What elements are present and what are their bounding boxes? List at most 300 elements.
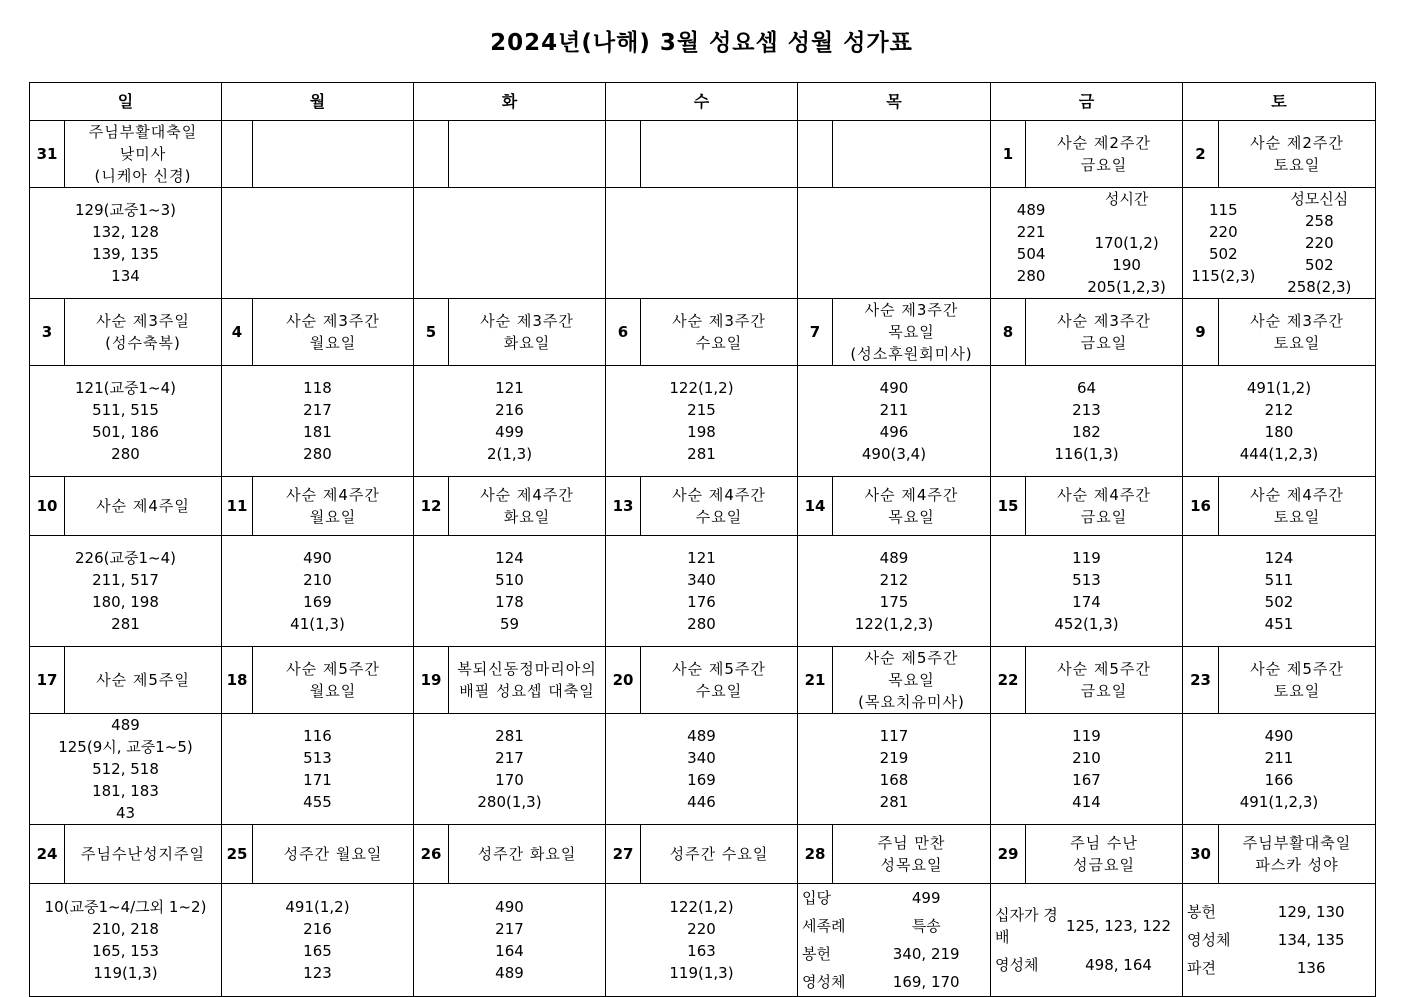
day-music	[991, 188, 1183, 299]
day-label-line: 사순 제3주간	[864, 301, 959, 319]
hymn-number: 129, 130	[1277, 903, 1345, 921]
hymn-number: 340	[687, 571, 716, 589]
day-music	[30, 366, 222, 477]
hymn-number: 513	[1072, 571, 1101, 589]
day-label	[449, 299, 606, 366]
hymn-number: 205(1,2,3)	[1087, 278, 1166, 296]
day-number: 19	[414, 647, 449, 714]
day-music	[991, 884, 1183, 997]
hymn-number: 210, 218	[92, 920, 159, 938]
weekday-header: 토	[1183, 83, 1376, 121]
day-label-line: 사순 제4주간	[1250, 486, 1344, 504]
day-label	[1219, 825, 1376, 884]
day-label	[65, 121, 222, 188]
hymn-number: 121	[495, 379, 524, 397]
day-music	[1183, 536, 1376, 647]
hymn-number: 221	[1016, 223, 1046, 241]
day-label	[449, 647, 606, 714]
day-label	[1219, 121, 1376, 188]
hymn-number: 117	[879, 727, 909, 745]
hymn-number: 489	[687, 727, 716, 745]
rite-label: 영성체	[1187, 931, 1231, 949]
day-label-line: 사순 제4주일	[96, 497, 190, 515]
day-label	[641, 477, 798, 536]
hymn-number: 190	[1112, 256, 1141, 274]
day-label-line: 사순 제5주간	[864, 649, 959, 667]
week-info-row	[30, 825, 1376, 884]
day-number	[222, 121, 253, 188]
week-info-row	[30, 121, 1376, 188]
day-music	[798, 188, 991, 299]
day-number: 20	[606, 647, 641, 714]
day-label-line: (목요치유미사)	[858, 693, 965, 711]
day-label-line: 사순 제2주간	[1250, 134, 1344, 152]
day-number: 13	[606, 477, 641, 536]
day-label-line: 사순 제4주간	[672, 486, 766, 504]
hymn-number: 491(1,2,3)	[1239, 793, 1319, 811]
hymn-number: 125, 123, 122	[1066, 917, 1171, 935]
day-number: 21	[798, 647, 833, 714]
day-label-line: 토요일	[1273, 682, 1321, 700]
day-label-line: (성수축복)	[105, 334, 181, 352]
day-label	[1219, 299, 1376, 366]
calendar-table	[29, 82, 1376, 997]
day-label	[1026, 121, 1183, 188]
week-music-row	[30, 366, 1376, 477]
day-number: 27	[606, 825, 641, 884]
hymn-number: 2(1,3)	[486, 445, 533, 463]
hymn-number: 169, 170	[892, 973, 960, 991]
hymn-number: 512, 518	[92, 760, 159, 778]
hymn-number: 499	[495, 423, 524, 441]
hymn-number: 181, 183	[92, 782, 159, 800]
day-music	[30, 714, 222, 825]
day-music	[1183, 714, 1376, 825]
hymn-number: 217	[495, 749, 524, 767]
rite-label: 봉헌	[1187, 903, 1216, 921]
hymn-number: 176	[687, 593, 716, 611]
day-number: 7	[798, 299, 833, 366]
day-label	[65, 647, 222, 714]
hymn-number: 496	[879, 423, 909, 441]
day-label-line: 주님부활대축일	[1242, 834, 1352, 852]
day-music	[606, 536, 798, 647]
music-split	[1183, 188, 1375, 298]
day-label-line: 사순 제4주간	[480, 486, 574, 504]
weekday-header: 금	[991, 83, 1183, 121]
day-music	[414, 714, 606, 825]
hymn-number: 455	[303, 793, 332, 811]
day-label-line: (니케아 신경)	[94, 167, 192, 185]
day-music	[222, 536, 414, 647]
day-number: 14	[798, 477, 833, 536]
hymn-number: 139, 135	[92, 245, 159, 263]
hymn-number: 210	[1072, 749, 1101, 767]
day-number: 15	[991, 477, 1026, 536]
hymn-number: 170	[495, 771, 524, 789]
hymn-number: 490	[879, 379, 909, 397]
day-label-line: 주님부활대축일	[88, 123, 198, 141]
day-number: 1	[991, 121, 1026, 188]
hymn-number: 511, 515	[92, 401, 159, 419]
day-number: 17	[30, 647, 65, 714]
day-label	[1026, 299, 1183, 366]
hymn-number: 134	[111, 267, 140, 285]
day-label	[833, 647, 991, 714]
day-label-line: 사순 제5주일	[96, 671, 190, 689]
day-label-line: 사순 제4주간	[1057, 486, 1151, 504]
hymn-number: 178	[495, 593, 524, 611]
day-number: 22	[991, 647, 1026, 714]
hymn-number: 124	[1264, 549, 1294, 567]
day-label	[253, 299, 414, 366]
weekday-header: 화	[414, 83, 606, 121]
week-music-row	[30, 536, 1376, 647]
hymn-number: 498, 164	[1085, 956, 1152, 974]
hymn-number: 504	[1016, 245, 1046, 263]
day-number: 5	[414, 299, 449, 366]
day-label-line: 주님 수난	[1070, 834, 1138, 852]
day-number: 30	[1183, 825, 1219, 884]
day-label-line: 낮미사	[119, 145, 167, 163]
day-label	[65, 299, 222, 366]
week-info-row	[30, 299, 1376, 366]
day-label	[449, 477, 606, 536]
day-label-line: 사순 제3주일	[96, 312, 190, 330]
hymn-number: 171	[303, 771, 332, 789]
day-label-line: 사순 제5주간	[286, 660, 380, 678]
hymn-number: 164	[495, 942, 524, 960]
day-label-line: 수요일	[695, 334, 743, 352]
day-label	[65, 825, 222, 884]
day-label-line: 목요일	[888, 671, 935, 689]
day-music	[798, 366, 991, 477]
day-label	[833, 121, 991, 188]
day-label-line: 사순 제3주간	[1250, 312, 1344, 330]
hymn-number: 169	[303, 593, 332, 611]
day-label-line: 토요일	[1273, 334, 1321, 352]
day-label-line: 수요일	[695, 508, 743, 526]
day-label-line: 주님수난성지주일	[81, 845, 205, 863]
day-label-line: 파스카 성야	[1255, 856, 1339, 874]
hymn-number: 499	[911, 889, 941, 907]
day-label	[449, 121, 606, 188]
day-label-line: 사순 제4주간	[864, 486, 959, 504]
hymn-number: 510	[495, 571, 524, 589]
music-mass-list	[991, 199, 1071, 287]
music-split	[991, 188, 1182, 298]
music-devotion-list	[1071, 188, 1182, 298]
weekday-header: 일	[30, 83, 222, 121]
hymn-number: 489	[1016, 201, 1046, 219]
day-music	[222, 366, 414, 477]
day-label-line: 성주간 월요일	[283, 845, 383, 863]
week-info-row	[30, 477, 1376, 536]
music-devotion-list	[1264, 188, 1375, 298]
day-music	[30, 884, 222, 997]
rite-label: 영성체	[802, 973, 846, 991]
day-music	[1183, 188, 1376, 299]
hymn-number: 501, 186	[92, 423, 159, 441]
day-music	[606, 366, 798, 477]
hymn-number: 167	[1072, 771, 1101, 789]
hymn-number: 175	[879, 593, 909, 611]
hymn-number: 122(1,2)	[669, 898, 734, 916]
day-label-line: 토요일	[1273, 508, 1321, 526]
hymn-number: 212	[1264, 401, 1294, 419]
hymn-number: 174	[1072, 593, 1101, 611]
day-music	[414, 188, 606, 299]
hymn-number: 136	[1296, 959, 1326, 977]
day-music	[991, 366, 1183, 477]
hymn-number: 451	[1264, 615, 1294, 633]
hymn-number: 115	[1208, 201, 1238, 219]
day-label-line: 금요일	[1080, 334, 1128, 352]
day-music	[222, 714, 414, 825]
day-label-line: 사순 제4주간	[286, 486, 380, 504]
day-number: 31	[30, 121, 65, 188]
hymn-number: 220	[1304, 234, 1334, 252]
day-label	[1219, 647, 1376, 714]
day-number: 3	[30, 299, 65, 366]
day-music	[798, 714, 991, 825]
weekday-header: 월	[222, 83, 414, 121]
hymn-number: 215	[687, 401, 716, 419]
hymn-number: 258(2,3)	[1287, 278, 1352, 296]
hymn-number: 특송	[911, 917, 941, 935]
weekday-header: 수	[606, 83, 798, 121]
hymn-number: 220	[687, 920, 716, 938]
hymn-number: 119(1,3)	[669, 964, 734, 982]
music-pairs	[991, 901, 1182, 979]
hymn-number: 212	[879, 571, 909, 589]
day-label-line: 금요일	[1080, 682, 1128, 700]
hymn-number: 119(1,3)	[93, 964, 158, 982]
hymn-number: 166	[1264, 771, 1294, 789]
day-label	[833, 477, 991, 536]
hymn-number: 163	[687, 942, 716, 960]
hymn-number: 211	[1264, 749, 1294, 767]
hymn-number: 성시간	[1104, 190, 1149, 208]
day-number: 6	[606, 299, 641, 366]
day-label-line: 수요일	[695, 682, 743, 700]
rite-label: 영성체	[995, 956, 1039, 974]
weekday-header-row	[30, 83, 1376, 121]
day-number: 26	[414, 825, 449, 884]
calendar-body	[30, 83, 1376, 997]
day-label	[641, 825, 798, 884]
day-number: 2	[1183, 121, 1219, 188]
day-label-line: 월요일	[309, 334, 357, 352]
day-music	[606, 714, 798, 825]
hymn-number: 124	[495, 549, 524, 567]
day-label-line: 목요일	[888, 508, 935, 526]
hymn-number: 119	[1072, 727, 1101, 745]
day-music	[798, 884, 991, 997]
day-label	[253, 477, 414, 536]
day-music	[606, 884, 798, 997]
day-number	[414, 121, 449, 188]
week-music-row	[30, 188, 1376, 299]
music-mass-list	[1183, 199, 1264, 287]
hymn-number: 10(교중1~4/그외 1~2)	[44, 898, 207, 916]
hymn-number: 490	[1264, 727, 1294, 745]
day-number: 18	[222, 647, 253, 714]
day-label	[253, 121, 414, 188]
day-music	[991, 536, 1183, 647]
day-label-line: 금요일	[1080, 156, 1128, 174]
week-music-row	[30, 884, 1376, 997]
hymn-number: 226(교중1~4)	[75, 549, 176, 567]
rite-label: 입당	[802, 889, 831, 907]
day-number: 23	[1183, 647, 1219, 714]
hymn-number: 64	[1076, 379, 1097, 397]
hymn-number: 198	[687, 423, 716, 441]
day-label-line: 사순 제2주간	[1057, 134, 1151, 152]
day-number: 4	[222, 299, 253, 366]
day-label	[1026, 647, 1183, 714]
hymn-number: 210	[303, 571, 332, 589]
hymn-number: 125(9시, 교중1~5)	[58, 738, 193, 756]
day-number: 25	[222, 825, 253, 884]
hymn-number: 182	[1072, 423, 1101, 441]
day-label-line: 성목요일	[880, 856, 943, 874]
weekday-header: 목	[798, 83, 991, 121]
hymn-number: 41(1,3)	[290, 615, 345, 633]
day-label	[253, 825, 414, 884]
day-number	[798, 121, 833, 188]
day-label-line: 사순 제3주간	[286, 312, 380, 330]
hymn-number: 490(3,4)	[861, 445, 927, 463]
day-label-line: 금요일	[1080, 508, 1128, 526]
day-music	[30, 188, 222, 299]
day-label	[65, 477, 222, 536]
day-label	[253, 647, 414, 714]
day-label-line: 사순 제3주간	[672, 312, 766, 330]
day-music	[414, 884, 606, 997]
hymn-number: 491(1,2)	[1246, 379, 1312, 397]
hymn-number: 502	[1304, 256, 1334, 274]
day-label-line: 목요일	[888, 323, 935, 341]
hymn-number: 170(1,2)	[1094, 234, 1159, 252]
hymn-number: 132, 128	[92, 223, 159, 241]
week-music-row	[30, 714, 1376, 825]
day-label-line: 성금요일	[1073, 856, 1135, 874]
hymn-number: 489	[111, 716, 140, 734]
hymn-number: 220	[1208, 223, 1238, 241]
day-number: 12	[414, 477, 449, 536]
day-number	[606, 121, 641, 188]
hymn-number: 280	[303, 445, 332, 463]
hymn-number: 217	[303, 401, 332, 419]
day-label-line: 주님 만찬	[877, 834, 946, 852]
day-label-line: 월요일	[309, 682, 357, 700]
rite-label: 세족례	[802, 917, 846, 935]
day-label	[833, 825, 991, 884]
day-number: 8	[991, 299, 1026, 366]
day-music	[414, 536, 606, 647]
hymn-number: 490	[303, 549, 332, 567]
hymn-number: 446	[687, 793, 716, 811]
hymn-number: 121	[687, 549, 716, 567]
hymn-number: 116	[303, 727, 332, 745]
hymn-number: 502	[1208, 245, 1238, 263]
day-label-line: 사순 제5주간	[672, 660, 766, 678]
hymn-number: 118	[303, 379, 332, 397]
page-title: 2024년(나해) 3월 성요셉 성월 성가표	[490, 30, 913, 56]
day-number: 24	[30, 825, 65, 884]
day-label	[1026, 477, 1183, 536]
day-label	[641, 647, 798, 714]
day-music	[991, 714, 1183, 825]
hymn-number: 216	[495, 401, 524, 419]
day-number: 29	[991, 825, 1026, 884]
day-label-line: 성주간 화요일	[477, 845, 577, 863]
hymn-number: 134, 135	[1277, 931, 1345, 949]
hymn-number: 119	[1072, 549, 1101, 567]
hymn-number: 219	[879, 749, 909, 767]
hymn-number: 165, 153	[92, 942, 159, 960]
day-music	[1183, 884, 1376, 997]
hymn-number: 169	[687, 771, 716, 789]
week-info-row	[30, 647, 1376, 714]
hymn-number: 281	[111, 615, 140, 633]
hymn-number: 513	[303, 749, 332, 767]
day-number: 16	[1183, 477, 1219, 536]
hymn-number: 258	[1304, 212, 1334, 230]
hymn-number: 122(1,2,3)	[854, 615, 934, 633]
hymn-number: 216	[303, 920, 332, 938]
hymn-number: 414	[1072, 793, 1101, 811]
hymn-number: 502	[1264, 593, 1294, 611]
hymn-number: 489	[495, 964, 524, 982]
hymn-number: 43	[115, 804, 136, 822]
day-music	[798, 536, 991, 647]
hymn-number: 122(1,2)	[669, 379, 734, 397]
hymn-number: 444(1,2,3)	[1239, 445, 1319, 463]
hymn-number: 511	[1264, 571, 1294, 589]
day-music	[222, 884, 414, 997]
day-number: 11	[222, 477, 253, 536]
hymn-number: 129(교중1~3)	[75, 201, 176, 219]
hymn-number: 281	[879, 793, 909, 811]
hymn-number: 181	[303, 423, 332, 441]
hymn-number: 180	[1264, 423, 1294, 441]
hymn-number: 121(교중1~4)	[75, 379, 176, 397]
day-music	[1183, 366, 1376, 477]
day-label	[1219, 477, 1376, 536]
hymn-number: 59	[499, 615, 520, 633]
music-pairs	[1183, 898, 1375, 982]
day-label-line: 토요일	[1273, 156, 1321, 174]
rite-label: 봉헌	[802, 945, 831, 963]
day-label	[449, 825, 606, 884]
hymn-number: 280	[111, 445, 140, 463]
day-label-line: 사순 제5주간	[1057, 660, 1151, 678]
day-label-line: 성주간 수요일	[669, 845, 769, 863]
day-label-line: 사순 제3주간	[1057, 312, 1151, 330]
day-label-line: 사순 제3주간	[480, 312, 574, 330]
day-label	[833, 299, 991, 366]
hymn-number: 성모신심	[1290, 190, 1349, 208]
day-label-line: 화요일	[503, 508, 551, 526]
hymn-number: 280	[687, 615, 716, 633]
day-label-line: 화요일	[503, 334, 551, 352]
hymn-number	[1071, 210, 1182, 232]
hymn-number: 211	[879, 401, 909, 419]
hymn-number: 280(1,3)	[477, 793, 542, 811]
day-label-line: 배필 성요셉 대축일	[459, 682, 595, 700]
